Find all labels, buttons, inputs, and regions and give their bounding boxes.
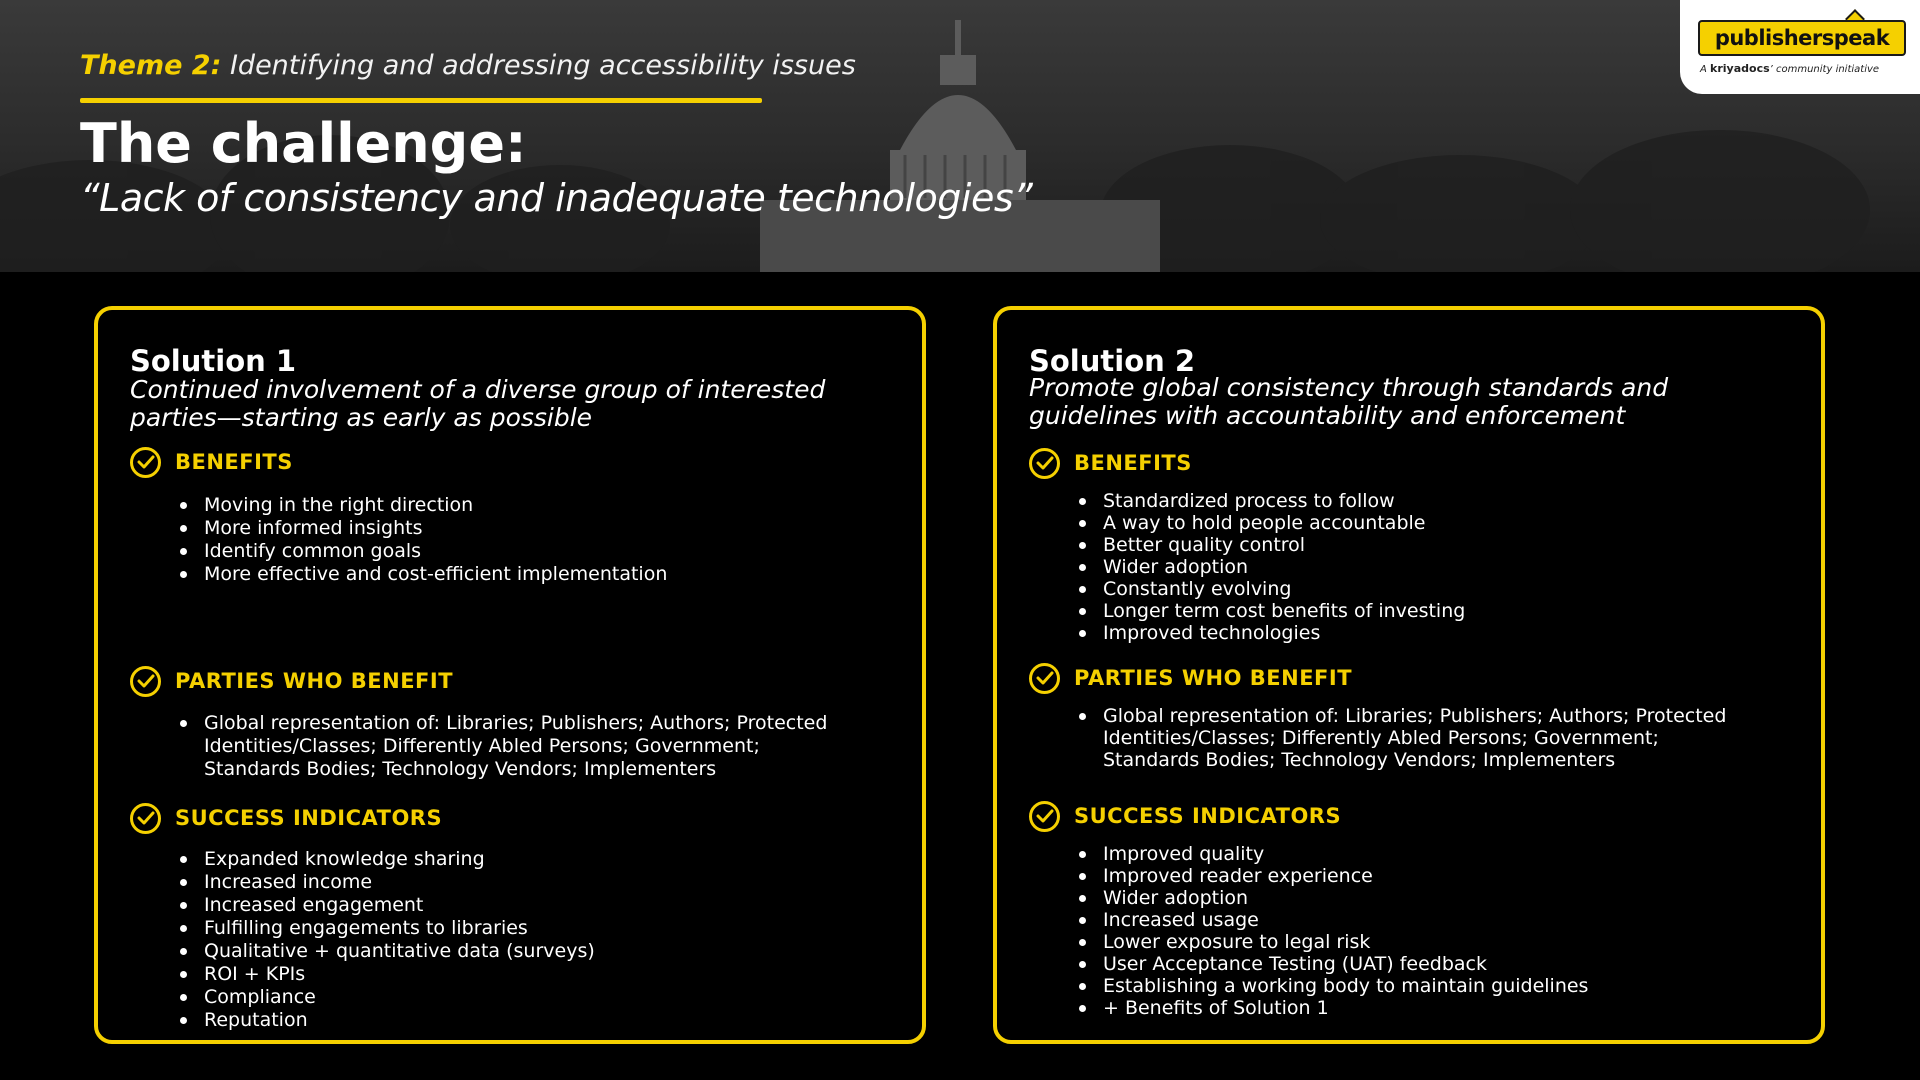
parties-heading: PARTIES WHO BENEFIT <box>1029 661 1352 695</box>
list-item: Reputation <box>178 1009 595 1032</box>
theme-text: Identifying and addressing accessibility issues <box>221 50 856 81</box>
list-item: Improved technologies <box>1077 622 1465 644</box>
check-circle-icon <box>1029 801 1060 832</box>
list-item: Longer term cost benefits of investing <box>1077 600 1465 622</box>
list-item: Lower exposure to legal risk <box>1077 931 1588 953</box>
list-item: + Benefits of Solution 1 <box>1077 997 1588 1019</box>
list-item: More effective and cost-efficient implementation <box>178 563 667 586</box>
list-item: Global representation of: Libraries; Publishers; Authors; Protected Identities/Classes; Differently Abled Persons; Government; Standards Bodies; Technology Vendors; Implementers <box>1077 705 1737 771</box>
theme-line <box>80 50 856 81</box>
kriyadocs-brand: kriyadocs <box>1710 62 1770 75</box>
solution-1-card <box>94 306 926 1044</box>
list-item: A way to hold people accountable <box>1077 512 1465 534</box>
list-item: ROI + KPIs <box>178 963 595 986</box>
success-indicators-heading: SUCCESS INDICATORS <box>130 801 442 835</box>
check-circle-icon <box>1029 448 1060 479</box>
solution-title: Solution 1 <box>130 344 297 378</box>
list-item: Constantly evolving <box>1077 578 1465 600</box>
list-item: Identify common goals <box>178 540 667 563</box>
list-item: Improved quality <box>1077 843 1588 865</box>
check-circle-icon <box>1029 663 1060 694</box>
list-item: Moving in the right direction <box>178 494 667 517</box>
list-item: Expanded knowledge sharing <box>178 848 595 871</box>
list-item: Increased income <box>178 871 595 894</box>
parties-list <box>1077 705 1737 771</box>
list-item: Standardized process to follow <box>1077 490 1465 512</box>
page-title: The challenge: <box>80 112 527 175</box>
benefits-list <box>1077 490 1465 644</box>
list-item: Qualitative + quantitative data (surveys) <box>178 940 595 963</box>
benefits-list <box>178 494 667 586</box>
parties-heading: PARTIES WHO BENEFIT <box>130 664 453 698</box>
parties-list <box>178 712 838 781</box>
benefits-heading: BENEFITS <box>1029 446 1192 480</box>
success-indicators-heading: SUCCESS INDICATORS <box>1029 799 1341 833</box>
check-circle-icon <box>130 803 161 834</box>
theme-underline <box>80 98 762 103</box>
list-item: Wider adoption <box>1077 556 1465 578</box>
check-circle-icon <box>130 447 161 478</box>
page-subtitle: “Lack of consistency and inadequate technologies” <box>80 176 1033 220</box>
header-banner <box>0 0 1920 272</box>
success-indicators-list <box>1077 843 1588 1019</box>
theme-tag: Theme 2: <box>80 50 222 81</box>
list-item: Increased usage <box>1077 909 1588 931</box>
list-item: Global representation of: Libraries; Publishers; Authors; Protected Identities/Classes; Differently Abled Persons; Government; Standards Bodies; Technology Vendors; Implementers <box>178 712 838 781</box>
list-item: Fulfilling engagements to libraries <box>178 917 595 940</box>
list-item: Improved reader experience <box>1077 865 1588 887</box>
success-indicators-list <box>178 848 595 1032</box>
solution-2-card <box>993 306 1825 1044</box>
list-item: Wider adoption <box>1077 887 1588 909</box>
list-item: Increased engagement <box>178 894 595 917</box>
logo-wordmark: publisherspeak <box>1698 20 1906 56</box>
logo-tagline: A kriyadocs’ community initiative <box>1700 62 1880 75</box>
list-item: Compliance <box>178 986 595 1009</box>
list-item: Better quality control <box>1077 534 1465 556</box>
solution-description: Continued involvement of a diverse group of interested parties—starting as early as possible <box>130 375 826 432</box>
list-item: User Acceptance Testing (UAT) feedback <box>1077 953 1588 975</box>
solution-description: Promote global consistency through standards and guidelines with accountability and enforcement <box>1029 373 1669 430</box>
solution-title: Solution 2 <box>1029 344 1196 378</box>
list-item: Establishing a working body to maintain guidelines <box>1077 975 1588 997</box>
benefits-heading: BENEFITS <box>130 445 293 479</box>
list-item: More informed insights <box>178 517 667 540</box>
logo <box>1680 0 1920 94</box>
check-circle-icon <box>130 666 161 697</box>
